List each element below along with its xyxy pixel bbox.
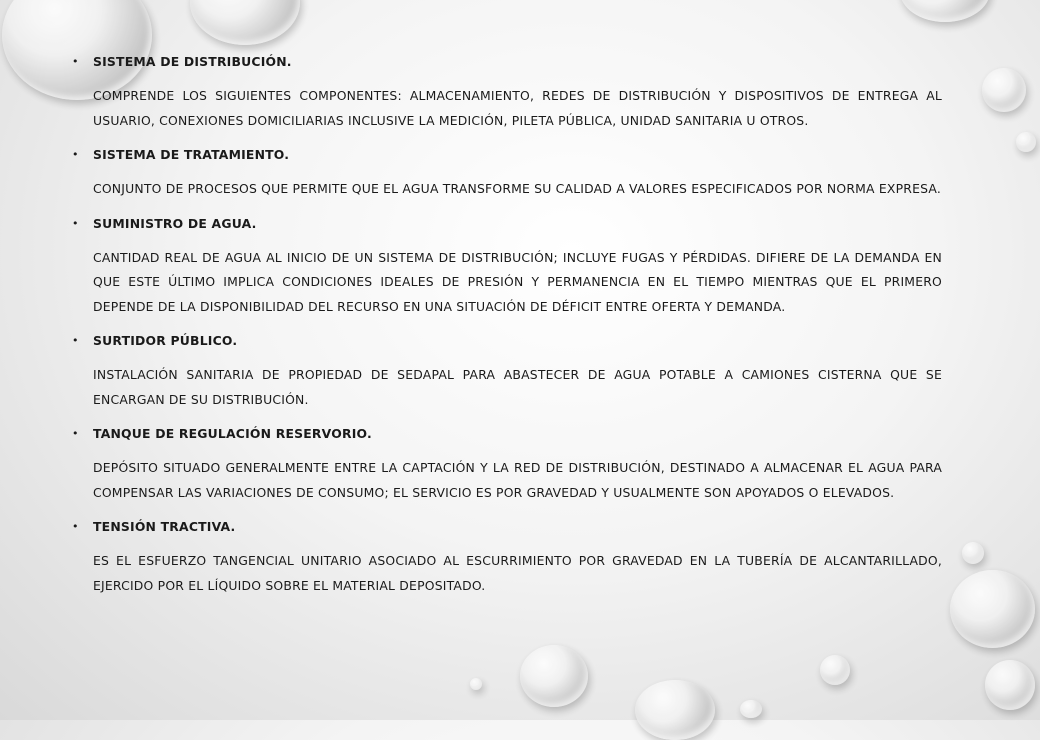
water-drop-decoration bbox=[985, 660, 1035, 710]
definition-heading: SURTIDOR PÚBLICO. bbox=[93, 333, 238, 348]
definition-item bbox=[72, 52, 942, 133]
water-drop-decoration bbox=[982, 68, 1026, 112]
definition-item bbox=[72, 145, 942, 202]
water-drop-decoration bbox=[820, 655, 850, 685]
water-drop-decoration bbox=[1016, 132, 1036, 152]
bullet-icon: • bbox=[72, 148, 79, 161]
definition-text: DEPÓSITO SITUADO GENERALMENTE ENTRE LA CAPTACIÓN Y LA RED DE DISTRIBUCIÓN, DESTINADO A ALMACENAR EL AGUA PARA COMPENSAR LAS VARIACIONES DE CONSUMO; EL SERVICIO ES POR GRAVEDAD Y USUALMENTE SON APOYADOS O ELEVADOS. bbox=[93, 460, 942, 500]
definition-item bbox=[72, 424, 942, 505]
definition-text: ES EL ESFUERZO TANGENCIAL UNITARIO ASOCIADO AL ESCURRIMIENTO POR GRAVEDAD EN LA TUBERÍA DE ALCANTARILLADO, EJERCIDO POR EL LÍQUIDO SOBRE EL MATERIAL DEPOSITADO. bbox=[93, 553, 942, 593]
definitions-list bbox=[72, 52, 942, 610]
water-drop-decoration bbox=[470, 678, 482, 690]
definition-heading: SISTEMA DE TRATAMIENTO. bbox=[93, 147, 290, 162]
water-drop-decoration bbox=[190, 0, 300, 45]
definition-item bbox=[72, 331, 942, 412]
bullet-icon: • bbox=[72, 334, 79, 347]
water-drop-decoration bbox=[900, 0, 990, 22]
definition-heading: SISTEMA DE DISTRIBUCIÓN. bbox=[93, 54, 292, 69]
definition-item bbox=[72, 517, 942, 598]
water-drop-decoration bbox=[962, 542, 984, 564]
water-drop-decoration bbox=[635, 680, 715, 740]
water-drop-decoration bbox=[740, 700, 762, 718]
definition-heading: SUMINISTRO DE AGUA. bbox=[93, 215, 257, 231]
definition-text: CONJUNTO DE PROCESOS QUE PERMITE QUE EL AGUA TRANSFORME SU CALIDAD A VALORES ESPECIFICADOS POR NORMA EXPRESA. bbox=[93, 181, 941, 196]
definition-item bbox=[72, 214, 942, 320]
definition-heading: TANQUE DE REGULACIÓN RESERVORIO. bbox=[93, 426, 372, 441]
definition-heading: TENSIÓN TRACTIVA. bbox=[93, 519, 236, 534]
water-drop-decoration bbox=[950, 570, 1035, 648]
water-drop-decoration bbox=[520, 645, 588, 707]
bullet-icon: • bbox=[72, 216, 79, 230]
definition-text: COMPRENDE LOS SIGUIENTES COMPONENTES: ALMACENAMIENTO, REDES DE DISTRIBUCIÓN Y DISPOSITIVOS DE ENTREGA AL USUARIO, CONEXIONES DOMICILIARIAS INCLUSIVE LA MEDICIÓN, PILETA PÚBLICA, UNIDAD SANITARIA U OTROS. bbox=[93, 88, 942, 128]
bullet-icon: • bbox=[72, 55, 79, 68]
bullet-icon: • bbox=[72, 427, 79, 440]
bullet-icon: • bbox=[72, 520, 79, 533]
definition-text: INSTALACIÓN SANITARIA DE PROPIEDAD DE SEDAPAL PARA ABASTECER DE AGUA POTABLE A CAMIONES CISTERNA QUE SE ENCARGAN DE SU DISTRIBUCIÓN. bbox=[93, 367, 942, 407]
definition-text: CANTIDAD REAL DE AGUA AL INICIO DE UN SISTEMA DE DISTRIBUCIÓN; INCLUYE FUGAS Y PÉRDIDAS. DIFIERE DE LA DEMANDA EN QUE ESTE ÚLTIMO IMPLICA CONDICIONES IDEALES DE PRESIÓN Y PERMANENCIA EN EL TIEMPO MIENTRAS QUE EL PRIMERO DEPENDE DE LA DISPONIBILIDAD DEL RECURSO EN UNA SITUACIÓN DE DÉFICIT ENTRE OFERTA Y DEMANDA. bbox=[93, 249, 942, 314]
